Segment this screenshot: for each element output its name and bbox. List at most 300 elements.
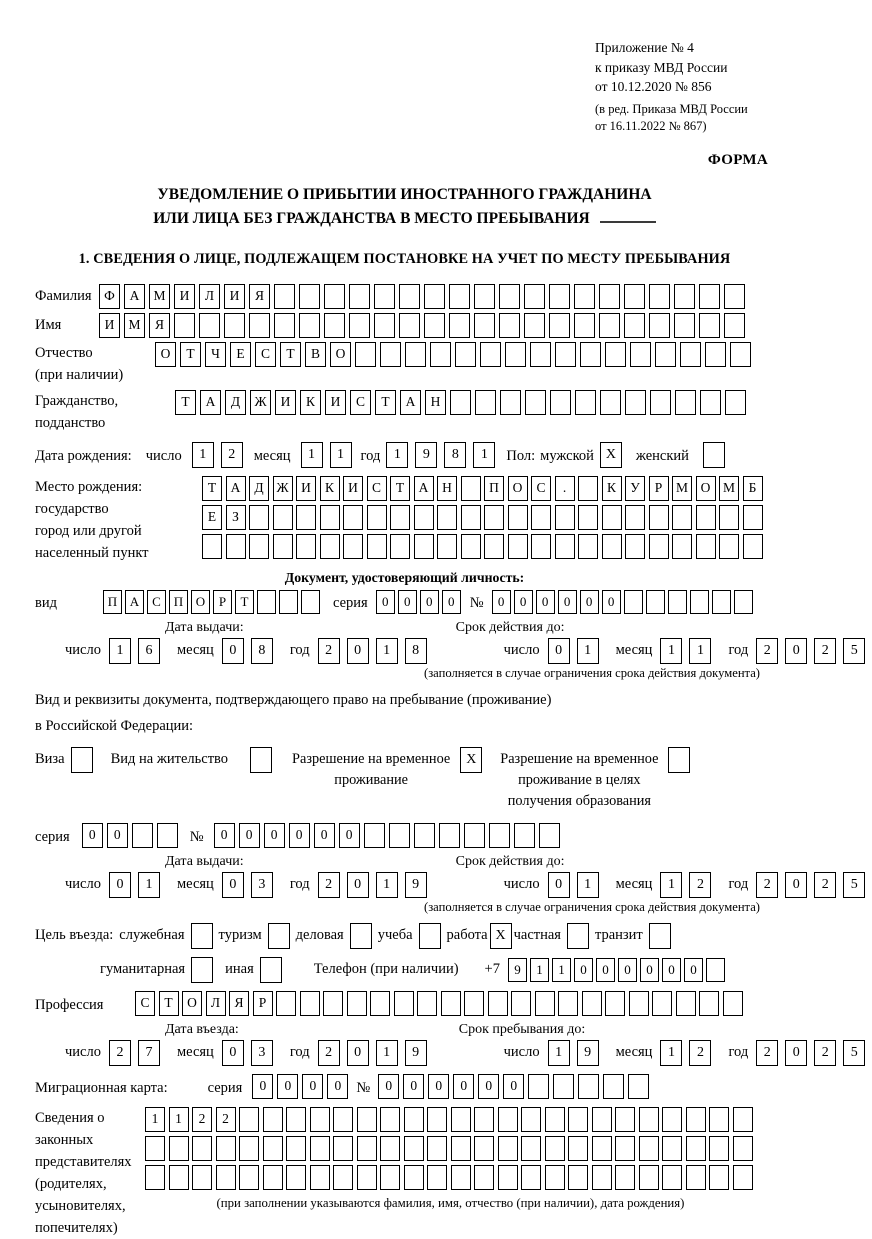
char-cell[interactable] — [549, 313, 570, 338]
char-cell[interactable] — [439, 823, 460, 848]
char-cell[interactable] — [649, 534, 669, 559]
char-cell[interactable]: У — [625, 476, 645, 501]
char-cell[interactable] — [555, 534, 575, 559]
char-cell[interactable]: 1 — [660, 872, 682, 898]
char-cell[interactable]: 1 — [169, 1107, 189, 1132]
char-cell[interactable] — [545, 1165, 565, 1190]
char-cell[interactable]: А — [414, 476, 434, 501]
char-cell[interactable]: 2 — [814, 638, 836, 664]
char-cell[interactable]: О — [182, 991, 202, 1016]
char-cell[interactable] — [649, 313, 670, 338]
char-cell[interactable]: 0 — [327, 1074, 348, 1099]
char-cell[interactable]: С — [147, 590, 166, 614]
char-cell[interactable] — [455, 342, 476, 367]
char-cell[interactable]: 0 — [314, 823, 335, 848]
char-cell[interactable] — [498, 1165, 518, 1190]
char-cell[interactable] — [489, 823, 510, 848]
char-cell[interactable]: О — [696, 476, 716, 501]
char-cell[interactable]: 9 — [577, 1040, 599, 1066]
char-cell[interactable] — [367, 534, 387, 559]
char-cell[interactable] — [343, 534, 363, 559]
char-cell[interactable]: . — [555, 476, 575, 501]
char-cell[interactable] — [263, 1107, 283, 1132]
char-cell[interactable] — [427, 1165, 447, 1190]
char-cell[interactable] — [649, 505, 669, 530]
char-cell[interactable] — [592, 1136, 612, 1161]
char-cell[interactable] — [399, 284, 420, 309]
char-cell[interactable] — [488, 991, 508, 1016]
char-cell[interactable] — [582, 991, 602, 1016]
temp-residence-education-checkbox[interactable] — [668, 747, 690, 773]
char-cell[interactable] — [349, 284, 370, 309]
char-cell[interactable] — [474, 1107, 494, 1132]
char-cell[interactable] — [437, 505, 457, 530]
char-cell[interactable]: 0 — [222, 638, 244, 664]
char-cell[interactable] — [461, 476, 481, 501]
char-cell[interactable] — [508, 534, 528, 559]
char-cell[interactable] — [615, 1107, 635, 1132]
char-cell[interactable]: 0 — [548, 872, 570, 898]
char-cell[interactable]: Е — [230, 342, 251, 367]
char-cell[interactable]: 0 — [239, 823, 260, 848]
char-cell[interactable] — [364, 823, 385, 848]
char-cell[interactable]: 9 — [415, 442, 437, 468]
char-cell[interactable] — [169, 1136, 189, 1161]
char-cell[interactable]: Т — [180, 342, 201, 367]
char-cell[interactable]: Т — [235, 590, 254, 614]
char-cell[interactable] — [629, 991, 649, 1016]
char-cell[interactable] — [333, 1107, 353, 1132]
char-cell[interactable]: А — [226, 476, 246, 501]
char-cell[interactable] — [705, 342, 726, 367]
char-cell[interactable]: 0 — [347, 638, 369, 664]
char-cell[interactable]: М — [124, 313, 145, 338]
char-cell[interactable]: З — [226, 505, 246, 530]
char-cell[interactable]: 0 — [785, 1040, 807, 1066]
char-cell[interactable] — [404, 1165, 424, 1190]
char-cell[interactable] — [437, 534, 457, 559]
char-cell[interactable]: 2 — [318, 872, 340, 898]
char-cell[interactable] — [380, 1107, 400, 1132]
char-cell[interactable]: И — [224, 284, 245, 309]
char-cell[interactable] — [380, 1136, 400, 1161]
char-cell[interactable]: 3 — [251, 872, 273, 898]
char-cell[interactable] — [279, 590, 298, 614]
char-cell[interactable] — [524, 284, 545, 309]
char-cell[interactable] — [605, 991, 625, 1016]
char-cell[interactable]: О — [191, 590, 210, 614]
char-cell[interactable] — [296, 505, 316, 530]
char-cell[interactable]: С — [255, 342, 276, 367]
char-cell[interactable] — [578, 534, 598, 559]
char-cell[interactable] — [480, 342, 501, 367]
char-cell[interactable] — [649, 284, 670, 309]
char-cell[interactable] — [276, 991, 296, 1016]
char-cell[interactable]: Ф — [99, 284, 120, 309]
char-cell[interactable]: 1 — [376, 872, 398, 898]
char-cell[interactable] — [461, 505, 481, 530]
char-cell[interactable] — [568, 1136, 588, 1161]
char-cell[interactable] — [580, 342, 601, 367]
char-cell[interactable] — [743, 505, 763, 530]
char-cell[interactable]: 1 — [376, 638, 398, 664]
char-cell[interactable]: 0 — [376, 590, 395, 614]
char-cell[interactable]: 0 — [596, 958, 615, 982]
char-cell[interactable]: 2 — [689, 1040, 711, 1066]
char-cell[interactable] — [624, 313, 645, 338]
char-cell[interactable]: Ж — [273, 476, 293, 501]
purpose-transit-checkbox[interactable] — [649, 923, 671, 949]
char-cell[interactable]: 2 — [756, 638, 778, 664]
char-cell[interactable] — [451, 1107, 471, 1132]
char-cell[interactable]: 0 — [785, 638, 807, 664]
char-cell[interactable] — [553, 1074, 574, 1099]
char-cell[interactable]: 8 — [251, 638, 273, 664]
char-cell[interactable] — [662, 1107, 682, 1132]
char-cell[interactable] — [299, 313, 320, 338]
char-cell[interactable]: 0 — [558, 590, 577, 614]
char-cell[interactable]: 2 — [216, 1107, 236, 1132]
char-cell[interactable]: 3 — [251, 1040, 273, 1066]
purpose-other-checkbox[interactable] — [260, 957, 282, 983]
char-cell[interactable] — [274, 313, 295, 338]
char-cell[interactable]: 1 — [138, 872, 160, 898]
char-cell[interactable] — [273, 534, 293, 559]
char-cell[interactable]: 0 — [420, 590, 439, 614]
char-cell[interactable]: 2 — [318, 638, 340, 664]
char-cell[interactable]: 1 — [577, 872, 599, 898]
char-cell[interactable] — [574, 313, 595, 338]
char-cell[interactable] — [539, 823, 560, 848]
char-cell[interactable] — [639, 1165, 659, 1190]
char-cell[interactable]: П — [103, 590, 122, 614]
char-cell[interactable]: 8 — [405, 638, 427, 664]
char-cell[interactable] — [374, 313, 395, 338]
char-cell[interactable] — [424, 313, 445, 338]
char-cell[interactable]: 2 — [689, 872, 711, 898]
char-cell[interactable] — [355, 342, 376, 367]
char-cell[interactable] — [249, 505, 269, 530]
char-cell[interactable]: С — [367, 476, 387, 501]
char-cell[interactable]: 1 — [145, 1107, 165, 1132]
char-cell[interactable] — [743, 534, 763, 559]
char-cell[interactable] — [357, 1136, 377, 1161]
char-cell[interactable]: Л — [199, 284, 220, 309]
purpose-tourism-checkbox[interactable] — [268, 923, 290, 949]
char-cell[interactable] — [603, 1074, 624, 1099]
char-cell[interactable] — [578, 505, 598, 530]
char-cell[interactable]: И — [296, 476, 316, 501]
char-cell[interactable] — [310, 1165, 330, 1190]
char-cell[interactable]: И — [174, 284, 195, 309]
char-cell[interactable] — [733, 1165, 753, 1190]
char-cell[interactable] — [528, 1074, 549, 1099]
residence-permit-checkbox[interactable] — [250, 747, 272, 773]
char-cell[interactable] — [405, 342, 426, 367]
purpose-study-checkbox[interactable] — [419, 923, 441, 949]
char-cell[interactable]: Б — [743, 476, 763, 501]
char-cell[interactable] — [404, 1136, 424, 1161]
char-cell[interactable] — [357, 1107, 377, 1132]
char-cell[interactable] — [249, 313, 270, 338]
char-cell[interactable]: 0 — [580, 590, 599, 614]
char-cell[interactable]: 0 — [514, 590, 533, 614]
char-cell[interactable] — [399, 313, 420, 338]
char-cell[interactable]: 1 — [109, 638, 131, 664]
char-cell[interactable] — [734, 590, 753, 614]
char-cell[interactable] — [545, 1136, 565, 1161]
char-cell[interactable] — [733, 1107, 753, 1132]
char-cell[interactable]: И — [343, 476, 363, 501]
char-cell[interactable]: 2 — [192, 1107, 212, 1132]
char-cell[interactable] — [676, 991, 696, 1016]
temp-residence-checkbox[interactable]: X — [460, 747, 482, 773]
char-cell[interactable]: 0 — [222, 872, 244, 898]
char-cell[interactable] — [299, 284, 320, 309]
char-cell[interactable] — [498, 1136, 518, 1161]
purpose-humanitarian-checkbox[interactable] — [191, 957, 213, 983]
char-cell[interactable]: 0 — [548, 638, 570, 664]
char-cell[interactable]: 0 — [602, 590, 621, 614]
char-cell[interactable] — [370, 991, 390, 1016]
char-cell[interactable]: 1 — [301, 442, 323, 468]
char-cell[interactable] — [324, 313, 345, 338]
char-cell[interactable] — [514, 823, 535, 848]
char-cell[interactable] — [602, 534, 622, 559]
char-cell[interactable]: С — [531, 476, 551, 501]
char-cell[interactable] — [521, 1165, 541, 1190]
char-cell[interactable] — [464, 823, 485, 848]
char-cell[interactable]: 1 — [660, 638, 682, 664]
char-cell[interactable] — [484, 505, 504, 530]
char-cell[interactable]: Д — [249, 476, 269, 501]
char-cell[interactable]: 1 — [530, 958, 549, 982]
char-cell[interactable] — [578, 476, 598, 501]
char-cell[interactable] — [333, 1165, 353, 1190]
char-cell[interactable]: 0 — [264, 823, 285, 848]
char-cell[interactable] — [709, 1136, 729, 1161]
char-cell[interactable] — [449, 313, 470, 338]
char-cell[interactable] — [639, 1107, 659, 1132]
char-cell[interactable]: С — [350, 390, 371, 415]
char-cell[interactable] — [646, 590, 665, 614]
char-cell[interactable] — [550, 390, 571, 415]
char-cell[interactable]: А — [200, 390, 221, 415]
char-cell[interactable] — [484, 534, 504, 559]
char-cell[interactable] — [367, 505, 387, 530]
char-cell[interactable] — [650, 390, 671, 415]
char-cell[interactable] — [374, 284, 395, 309]
char-cell[interactable]: 5 — [843, 872, 865, 898]
char-cell[interactable] — [174, 313, 195, 338]
char-cell[interactable]: С — [135, 991, 155, 1016]
char-cell[interactable] — [320, 534, 340, 559]
char-cell[interactable]: И — [325, 390, 346, 415]
visa-checkbox[interactable] — [71, 747, 93, 773]
char-cell[interactable] — [625, 505, 645, 530]
char-cell[interactable]: Р — [253, 991, 273, 1016]
char-cell[interactable] — [605, 342, 626, 367]
char-cell[interactable] — [414, 823, 435, 848]
char-cell[interactable] — [216, 1136, 236, 1161]
char-cell[interactable]: Л — [206, 991, 226, 1016]
char-cell[interactable] — [430, 342, 451, 367]
char-cell[interactable] — [216, 1165, 236, 1190]
char-cell[interactable]: 0 — [107, 823, 128, 848]
char-cell[interactable]: 0 — [252, 1074, 273, 1099]
char-cell[interactable] — [712, 590, 731, 614]
char-cell[interactable]: М — [149, 284, 170, 309]
char-cell[interactable] — [286, 1107, 306, 1132]
char-cell[interactable] — [450, 390, 471, 415]
char-cell[interactable]: В — [305, 342, 326, 367]
char-cell[interactable]: 1 — [552, 958, 571, 982]
char-cell[interactable] — [625, 390, 646, 415]
char-cell[interactable]: Я — [149, 313, 170, 338]
char-cell[interactable] — [414, 534, 434, 559]
char-cell[interactable]: 9 — [405, 1040, 427, 1066]
char-cell[interactable] — [592, 1165, 612, 1190]
char-cell[interactable] — [239, 1107, 259, 1132]
char-cell[interactable]: 0 — [640, 958, 659, 982]
char-cell[interactable]: 0 — [347, 872, 369, 898]
char-cell[interactable] — [310, 1136, 330, 1161]
char-cell[interactable]: 0 — [398, 590, 417, 614]
char-cell[interactable] — [699, 313, 720, 338]
char-cell[interactable] — [343, 505, 363, 530]
char-cell[interactable] — [724, 313, 745, 338]
char-cell[interactable]: К — [602, 476, 622, 501]
char-cell[interactable] — [628, 1074, 649, 1099]
char-cell[interactable]: 0 — [503, 1074, 524, 1099]
char-cell[interactable]: 0 — [478, 1074, 499, 1099]
char-cell[interactable]: 0 — [347, 1040, 369, 1066]
char-cell[interactable] — [394, 991, 414, 1016]
char-cell[interactable] — [301, 590, 320, 614]
char-cell[interactable] — [474, 284, 495, 309]
char-cell[interactable]: Я — [229, 991, 249, 1016]
char-cell[interactable]: 2 — [814, 872, 836, 898]
char-cell[interactable]: Ж — [250, 390, 271, 415]
char-cell[interactable] — [320, 505, 340, 530]
char-cell[interactable] — [451, 1136, 471, 1161]
char-cell[interactable] — [719, 505, 739, 530]
char-cell[interactable] — [690, 590, 709, 614]
char-cell[interactable]: И — [275, 390, 296, 415]
char-cell[interactable]: 1 — [386, 442, 408, 468]
char-cell[interactable]: Т — [375, 390, 396, 415]
char-cell[interactable] — [323, 991, 343, 1016]
char-cell[interactable] — [239, 1165, 259, 1190]
char-cell[interactable]: Т — [202, 476, 222, 501]
char-cell[interactable] — [630, 342, 651, 367]
char-cell[interactable] — [599, 313, 620, 338]
char-cell[interactable]: М — [719, 476, 739, 501]
char-cell[interactable] — [555, 505, 575, 530]
char-cell[interactable] — [686, 1165, 706, 1190]
char-cell[interactable] — [578, 1074, 599, 1099]
char-cell[interactable] — [719, 534, 739, 559]
sex-female-checkbox[interactable] — [703, 442, 725, 468]
char-cell[interactable] — [202, 534, 222, 559]
char-cell[interactable]: 0 — [618, 958, 637, 982]
char-cell[interactable] — [424, 284, 445, 309]
char-cell[interactable] — [521, 1136, 541, 1161]
char-cell[interactable] — [549, 284, 570, 309]
char-cell[interactable] — [286, 1165, 306, 1190]
char-cell[interactable] — [602, 505, 622, 530]
char-cell[interactable] — [675, 390, 696, 415]
char-cell[interactable] — [505, 342, 526, 367]
char-cell[interactable] — [441, 991, 461, 1016]
char-cell[interactable] — [461, 534, 481, 559]
char-cell[interactable] — [686, 1136, 706, 1161]
char-cell[interactable]: 0 — [684, 958, 703, 982]
char-cell[interactable] — [662, 1136, 682, 1161]
char-cell[interactable] — [380, 1165, 400, 1190]
char-cell[interactable] — [475, 390, 496, 415]
char-cell[interactable] — [192, 1165, 212, 1190]
char-cell[interactable] — [273, 505, 293, 530]
char-cell[interactable] — [525, 390, 546, 415]
char-cell[interactable]: Ч — [205, 342, 226, 367]
char-cell[interactable] — [655, 342, 676, 367]
char-cell[interactable]: А — [125, 590, 144, 614]
char-cell[interactable] — [668, 590, 687, 614]
char-cell[interactable]: О — [155, 342, 176, 367]
char-cell[interactable]: 1 — [376, 1040, 398, 1066]
char-cell[interactable] — [699, 991, 719, 1016]
char-cell[interactable]: 0 — [492, 590, 511, 614]
char-cell[interactable]: Р — [213, 590, 232, 614]
char-cell[interactable] — [249, 534, 269, 559]
char-cell[interactable] — [274, 284, 295, 309]
char-cell[interactable] — [310, 1107, 330, 1132]
char-cell[interactable] — [474, 1136, 494, 1161]
char-cell[interactable] — [499, 284, 520, 309]
char-cell[interactable]: Т — [159, 991, 179, 1016]
char-cell[interactable] — [592, 1107, 612, 1132]
char-cell[interactable]: 0 — [574, 958, 593, 982]
char-cell[interactable] — [706, 958, 725, 982]
char-cell[interactable] — [575, 390, 596, 415]
char-cell[interactable]: Т — [280, 342, 301, 367]
char-cell[interactable] — [672, 505, 692, 530]
char-cell[interactable] — [257, 590, 276, 614]
char-cell[interactable] — [625, 534, 645, 559]
char-cell[interactable] — [414, 505, 434, 530]
char-cell[interactable] — [545, 1107, 565, 1132]
char-cell[interactable] — [464, 991, 484, 1016]
purpose-private-checkbox[interactable] — [567, 923, 589, 949]
char-cell[interactable]: Т — [175, 390, 196, 415]
char-cell[interactable] — [696, 534, 716, 559]
char-cell[interactable] — [499, 313, 520, 338]
char-cell[interactable]: 0 — [662, 958, 681, 982]
char-cell[interactable] — [324, 284, 345, 309]
purpose-business-checkbox[interactable] — [350, 923, 372, 949]
char-cell[interactable]: 0 — [453, 1074, 474, 1099]
char-cell[interactable]: П — [169, 590, 188, 614]
char-cell[interactable]: Я — [249, 284, 270, 309]
char-cell[interactable] — [500, 390, 521, 415]
char-cell[interactable] — [357, 1165, 377, 1190]
char-cell[interactable]: 0 — [536, 590, 555, 614]
char-cell[interactable] — [730, 342, 751, 367]
char-cell[interactable] — [157, 823, 178, 848]
char-cell[interactable] — [390, 534, 410, 559]
char-cell[interactable]: О — [330, 342, 351, 367]
